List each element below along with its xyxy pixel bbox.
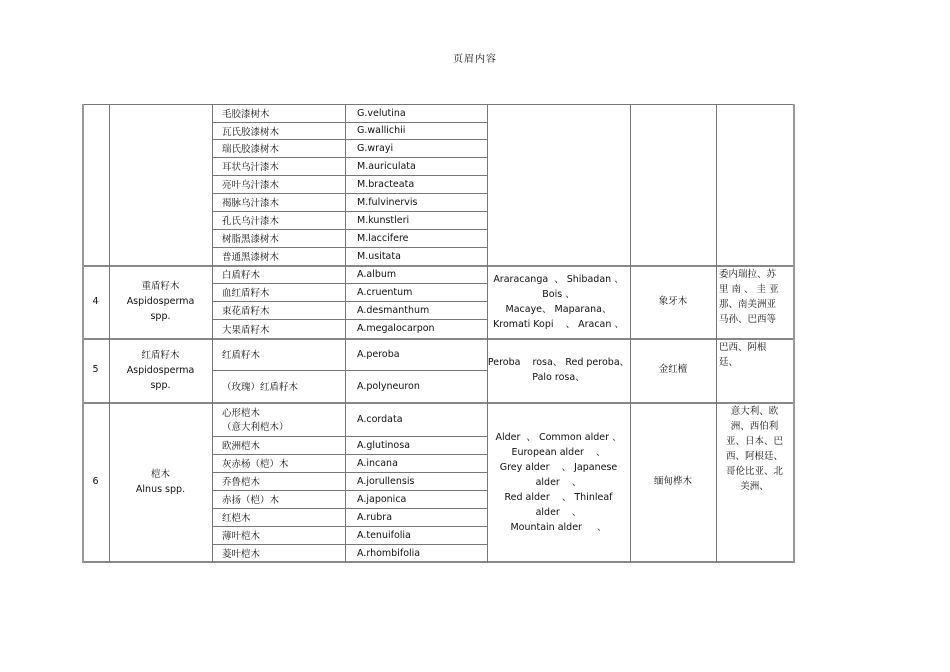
species-latin-name: G.wrayi [357, 142, 394, 154]
origin-regions [719, 404, 790, 494]
species-chinese-text: 欧洲桤木 [222, 441, 261, 452]
common-name-line: Macaye、 Maparana、 [505, 303, 612, 315]
species-chinese-text: 薄叶桤木 [222, 531, 261, 542]
common-names [487, 402, 630, 562]
species-chinese-text: 赤扬（桤）木 [222, 495, 280, 506]
column-border [793, 104, 795, 563]
origin-line: 亚、日本、巴 [725, 436, 783, 447]
species-latin-name: M.bracteata [357, 178, 415, 190]
species-latin-name: A.cruentum [357, 286, 413, 298]
species-chinese-name [222, 193, 342, 211]
species-chinese-name [222, 490, 342, 508]
genus-line: spp. [150, 311, 171, 322]
species-chinese-text: 血红盾籽木 [222, 288, 270, 299]
common-name-line: Peroba rosa、 Red peroba、 [487, 357, 630, 368]
species-latin-name: A.megalocarpon [357, 323, 435, 334]
species-chinese-name [222, 436, 342, 454]
origin-line: 马孙、巴西等 [719, 314, 777, 325]
genus-name [109, 402, 212, 562]
trade-name: 缅甸桦木 [653, 476, 692, 487]
species-chinese-text: （意大利桤木） [222, 422, 289, 433]
species-chinese-text: 瑞氏胶漆树木 [222, 144, 280, 155]
origin-line: 美洲、 [740, 481, 769, 492]
species-latin-name: A.glutinosa [357, 439, 411, 451]
common-name-line: alder 、 [535, 476, 582, 488]
species-latin-name: M.usitata [357, 250, 401, 262]
species-latin-name: A.incana [357, 457, 398, 469]
species-chinese-name [222, 370, 342, 402]
species-latin-name: G.wallichii [357, 125, 406, 136]
species-chinese-name [222, 319, 342, 338]
species-latin-name: A.tenuifolia [357, 529, 411, 541]
species-chinese-text: 红盾籽木 [222, 350, 261, 361]
column-border [212, 104, 213, 563]
common-name-line: Palo rosa、 [532, 372, 585, 383]
row-number: 5 [92, 364, 99, 375]
species-chinese-text: 乔鲁桤木 [222, 477, 261, 488]
species-chinese-name [222, 175, 342, 193]
common-name-line: Alder 、 Common alder 、 [495, 431, 622, 443]
species-latin-name: A.cordata [357, 413, 403, 425]
species-chinese-name [222, 301, 342, 319]
species-chinese-name [222, 157, 342, 175]
origin-line: 廷、 [719, 357, 739, 368]
common-name-line: Kromati Kopi 、 Aracan 、 [493, 318, 624, 330]
column-border [345, 104, 346, 563]
species-chinese-text: 褐脉乌汁漆木 [222, 198, 280, 209]
genus-line: Aspidosperma [126, 364, 195, 376]
species-chinese-text: 心形桤木 [222, 408, 261, 419]
species-chinese-text: 树脂黑漆树木 [222, 234, 280, 245]
origin-line: 西、阿根廷、 [725, 451, 783, 462]
origin-line: 那、南美洲亚 [719, 299, 777, 310]
species-chinese-name [222, 104, 342, 122]
species-chinese-name [222, 211, 342, 229]
species-chinese-name [222, 247, 342, 265]
species-chinese-name [222, 122, 342, 139]
origin-line: 哥伦比亚、北 [725, 466, 783, 477]
trade-name: 象牙木 [658, 295, 688, 307]
species-chinese-text: 束花盾籽木 [222, 306, 270, 317]
species-latin-name: G.velutina [357, 107, 406, 119]
species-chinese-text: 亮叶乌汁漆木 [222, 180, 280, 191]
species-chinese-name [222, 472, 342, 490]
species-chinese-name [222, 229, 342, 247]
row-number: 6 [92, 476, 99, 487]
species-chinese-name [222, 526, 342, 544]
species-latin-name: A.japonica [357, 493, 407, 505]
common-name-line: Bois 、 [542, 288, 575, 300]
species-chinese-name [222, 338, 342, 370]
common-name-line: Mountain alder 、 [510, 521, 607, 533]
origin-line: 洲、西伯利 [730, 421, 779, 432]
species-latin-name: M.auriculata [357, 160, 416, 172]
genus-name [109, 265, 212, 338]
species-chinese-text: 耳状乌汁漆木 [222, 162, 280, 173]
species-chinese-name [222, 265, 342, 283]
species-chinese-name [222, 508, 342, 526]
species-latin-name: A.rubra [357, 511, 393, 523]
genus-name [109, 338, 212, 402]
species-chinese-name [222, 402, 342, 436]
species-chinese-name [222, 139, 342, 157]
species-latin-name: A.peroba [357, 348, 400, 360]
genus-line: 重盾籽木 [141, 281, 180, 292]
trade-name: 金红檀 [658, 364, 688, 375]
species-latin-name: M.laccifere [357, 232, 409, 244]
species-latin-name: A.album [357, 268, 397, 280]
species-chinese-name [222, 544, 342, 562]
common-name-line: alder 、 [535, 506, 582, 518]
species-chinese-text: 普通黑漆树木 [222, 252, 280, 263]
genus-line: spp. [150, 379, 171, 391]
origin-line: 里 南 、 圭 亚 [719, 284, 779, 295]
species-latin-name: A.desmanthum [357, 304, 430, 316]
species-chinese-name [222, 283, 342, 301]
column-border [716, 104, 717, 563]
species-latin-name: A.rhombifolia [357, 547, 421, 559]
page-header: 页眉内容 [453, 54, 497, 65]
genus-line: 红盾籽木 [141, 349, 180, 361]
species-chinese-text: 红桤木 [222, 513, 251, 524]
species-chinese-text: 孔氏乌汁漆木 [222, 216, 280, 227]
genus-line: Alnus spp. [135, 484, 186, 495]
common-name-line: Red alder 、 Thinleaf [504, 491, 613, 503]
origin-line: 意大利、欧 [730, 406, 779, 417]
species-latin-name: A.jorullensis [357, 475, 415, 487]
origin-regions [719, 340, 790, 370]
species-chinese-text: 灰赤杨（桤）木 [222, 459, 289, 470]
species-chinese-text: （玫瑰）红盾籽木 [222, 382, 299, 393]
common-name-line: Araracanga 、 Shibadan 、 [493, 273, 624, 285]
species-latin-name: M.kunstleri [357, 214, 410, 226]
origin-regions [719, 267, 790, 327]
common-names [487, 265, 630, 338]
species-latin-name: M.fulvinervis [357, 196, 418, 208]
genus-line: 桤木 [150, 469, 170, 480]
species-latin-name: A.polyneuron [357, 380, 420, 392]
species-chinese-name [222, 454, 342, 472]
common-name-line: European alder 、 [511, 446, 606, 458]
common-names [487, 338, 630, 402]
species-chinese-text: 菱叶桤木 [222, 549, 261, 560]
species-chinese-text: 瓦氏胶漆树木 [222, 126, 280, 138]
origin-line: 巴西、阿根 [719, 342, 767, 353]
row-number: 4 [92, 295, 99, 307]
species-chinese-text: 白盾籽木 [222, 270, 261, 281]
common-name-line: Grey alder 、 Japanese [499, 461, 618, 473]
genus-line: Aspidosperma [126, 296, 195, 307]
species-chinese-text: 毛胶漆树木 [222, 109, 270, 120]
species-chinese-text: 大果盾籽木 [222, 324, 270, 336]
origin-line: 委内瑞拉、苏 [719, 269, 777, 280]
